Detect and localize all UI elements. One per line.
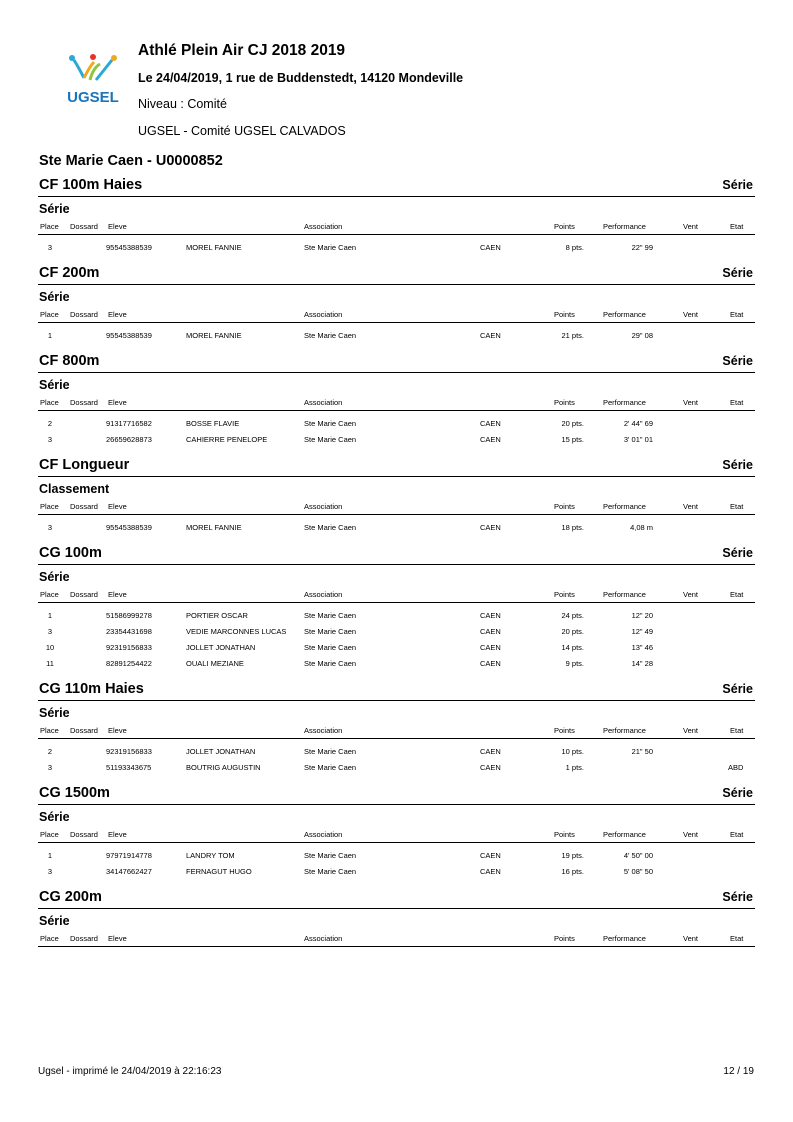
col-association: Association [304,590,343,599]
dossard-cell: 26659628873 [106,435,152,444]
col-association: Association [304,502,343,511]
dossard-cell: 91317716582 [106,419,152,428]
city-cell: CAEN [480,611,501,620]
association-cell: Ste Marie Caen [304,611,357,620]
col-eleve: Eleve [108,310,127,319]
col-dossard: Dossard [70,830,98,839]
place-cell: 1 [47,331,53,340]
col-points: Points [554,310,575,319]
event-section [38,886,755,954]
col-eleve: Eleve [108,398,127,407]
col-place: Place [40,502,59,511]
event-section [38,454,755,538]
city-cell: CAEN [480,763,501,772]
event-header [38,350,755,373]
dossard-cell: 82891254422 [106,659,152,668]
event-name: CG 100m [39,545,102,561]
meeting-level: Niveau : Comité [138,97,227,111]
points-cell: 14 pts. [561,643,584,652]
city-cell: CAEN [480,643,501,652]
place-cell: 1 [47,851,53,860]
column-header-row [38,306,755,323]
points-cell: 10 pts. [561,747,584,756]
col-eleve: Eleve [108,590,127,599]
points-cell: 18 pts. [561,523,584,532]
result-rows [38,323,755,346]
city-cell: CAEN [480,331,501,340]
event-name: CF Longueur [39,457,130,473]
col-association: Association [304,726,343,735]
event-round-title: Classement [39,482,110,496]
col-vent: Vent [683,222,699,231]
event-round-title: Série [39,570,70,584]
table-row [38,327,755,343]
col-place: Place [40,590,59,599]
col-vent: Vent [683,398,699,407]
col-points: Points [554,222,575,231]
logo-text: UGSEL [67,89,119,106]
athlete-name: JOLLET JONATHAN [186,747,256,756]
col-association: Association [304,398,343,407]
performance-cell: 22" 99 [631,243,653,252]
col-points: Points [554,830,575,839]
col-points: Points [554,502,575,511]
place-cell: 3 [47,523,53,532]
col-etat: Etat [730,590,744,599]
association-cell: Ste Marie Caen [304,851,357,860]
city-cell: CAEN [480,867,501,876]
result-rows [38,843,755,882]
points-cell: 21 pts. [561,331,584,340]
event-name: CG 200m [39,889,102,905]
result-rows [38,515,755,538]
event-section [38,542,755,674]
points-cell: 1 pts. [565,763,584,772]
col-etat: Etat [730,222,744,231]
col-performance: Performance [603,222,646,231]
place-cell: 3 [47,435,53,444]
meeting-title: Athlé Plein Air CJ 2018 2019 [138,42,346,59]
col-dossard: Dossard [70,934,98,943]
performance-cell: 2' 44" 69 [623,419,653,428]
event-section [38,782,755,882]
dossard-cell: 34147662427 [106,867,152,876]
performance-cell: 14" 28 [631,659,653,668]
association-cell: Ste Marie Caen [304,643,357,652]
col-vent: Vent [683,590,699,599]
event-name: CF 100m Haies [39,177,143,193]
performance-cell: 21" 50 [631,747,653,756]
athlete-name: BOSSE FLAVIE [186,419,240,428]
event-type: Série [722,890,753,904]
column-header-row [38,394,755,411]
table-row [38,607,755,623]
col-vent: Vent [683,830,699,839]
city-cell: CAEN [480,243,501,252]
event-round-title: Série [39,914,70,928]
col-performance: Performance [603,398,646,407]
association-cell: Ste Marie Caen [304,243,357,252]
col-eleve: Eleve [108,222,127,231]
col-etat: Etat [730,830,744,839]
points-cell: 9 pts. [565,659,584,668]
column-header-row [38,930,755,947]
athlete-name: JOLLET JONATHAN [186,643,256,652]
points-cell: 19 pts. [561,851,584,860]
athlete-name: CAHIERRE PENELOPE [186,435,268,444]
events-list [38,170,755,954]
dossard-cell: 97971914778 [106,851,152,860]
points-cell: 8 pts. [565,243,584,252]
ugsel-logo [60,52,126,108]
performance-cell: 4' 50" 00 [623,851,653,860]
table-row [38,655,755,671]
col-etat: Etat [730,726,744,735]
place-cell: 2 [47,419,53,428]
col-place: Place [40,726,59,735]
col-dossard: Dossard [70,310,98,319]
performance-cell: 4,08 m [630,523,653,532]
col-points: Points [554,934,575,943]
event-section [38,262,755,346]
col-eleve: Eleve [108,934,127,943]
association-cell: Ste Marie Caen [304,867,357,876]
col-eleve: Eleve [108,726,127,735]
dossard-cell: 51586999278 [106,611,152,620]
athlete-name: PORTIER OSCAR [186,611,248,620]
athlete-name: FERNAGUT HUGO [186,867,252,876]
page-number: 12 / 19 [723,1066,754,1077]
print-info: Ugsel - imprimé le 24/04/2019 à 22:16:23 [38,1066,222,1077]
col-vent: Vent [683,502,699,511]
event-name: CF 800m [39,353,100,369]
col-etat: Etat [730,934,744,943]
event-type: Série [722,682,753,696]
table-row [38,415,755,431]
col-place: Place [40,310,59,319]
col-performance: Performance [603,726,646,735]
result-rows [38,603,755,674]
col-etat: Etat [730,310,744,319]
association-cell: Ste Marie Caen [304,659,357,668]
col-place: Place [40,222,59,231]
club-title: Ste Marie Caen - U0000852 [39,153,223,169]
dossard-cell: 92319156833 [106,643,152,652]
col-dossard: Dossard [70,502,98,511]
column-header-row [38,826,755,843]
place-cell: 3 [47,627,53,636]
event-header [38,678,755,701]
col-place: Place [40,398,59,407]
col-eleve: Eleve [108,830,127,839]
event-round-title: Série [39,378,70,392]
col-vent: Vent [683,934,699,943]
meeting-committee: UGSEL - Comité UGSEL CALVADOS [138,124,346,138]
event-name: CG 110m Haies [39,681,144,697]
athlete-name: MOREL FANNIE [186,243,242,252]
city-cell: CAEN [480,523,501,532]
association-cell: Ste Marie Caen [304,331,357,340]
event-section [38,678,755,778]
association-cell: Ste Marie Caen [304,523,357,532]
col-dossard: Dossard [70,590,98,599]
city-cell: CAEN [480,659,501,668]
event-name: CG 1500m [39,785,110,801]
place-cell: 3 [47,243,53,252]
column-header-row [38,586,755,603]
result-rows [38,947,755,954]
col-etat: Etat [730,398,744,407]
event-header [38,542,755,565]
athlete-name: BOUTRIG AUGUSTIN [186,763,261,772]
event-round-title: Série [39,810,70,824]
table-row [38,759,755,775]
table-row [38,863,755,879]
city-cell: CAEN [480,627,501,636]
event-header [38,262,755,285]
column-header-row [38,498,755,515]
column-header-row [38,218,755,235]
dossard-cell: 95545388539 [106,523,152,532]
performance-cell: 5' 08" 50 [623,867,653,876]
performance-cell: 3' 01" 01 [623,435,653,444]
association-cell: Ste Marie Caen [304,747,357,756]
performance-cell: 12" 49 [631,627,653,636]
col-performance: Performance [603,830,646,839]
association-cell: Ste Marie Caen [304,763,357,772]
place-cell: 2 [47,747,53,756]
table-row [38,431,755,447]
event-type: Série [722,266,753,280]
performance-cell: 13" 46 [631,643,653,652]
place-cell: 10 [45,643,55,652]
performance-cell: 29" 08 [631,331,653,340]
col-points: Points [554,590,575,599]
col-performance: Performance [603,590,646,599]
dossard-cell: 92319156833 [106,747,152,756]
table-row [38,639,755,655]
event-type: Série [722,178,753,192]
place-cell: 3 [47,763,53,772]
col-performance: Performance [603,310,646,319]
athlete-name: VEDIE MARCONNES LUCAS [186,627,287,636]
points-cell: 20 pts. [561,419,584,428]
event-type: Série [722,354,753,368]
table-row [38,743,755,759]
dossard-cell: 51193343675 [106,763,152,772]
col-performance: Performance [603,502,646,511]
col-dossard: Dossard [70,726,98,735]
result-rows [38,739,755,778]
event-type: Série [722,546,753,560]
event-round-title: Série [39,202,70,216]
table-row [38,623,755,639]
event-header [38,454,755,477]
col-association: Association [304,830,343,839]
performance-cell: 12" 20 [631,611,653,620]
athlete-name: OUALI MEZIANE [186,659,244,668]
event-header [38,886,755,909]
col-association: Association [304,222,343,231]
points-cell: 16 pts. [561,867,584,876]
dossard-cell: 95545388539 [106,243,152,252]
association-cell: Ste Marie Caen [304,627,357,636]
event-type: Série [722,458,753,472]
table-row [38,519,755,535]
col-place: Place [40,830,59,839]
athlete-name: MOREL FANNIE [186,331,242,340]
col-dossard: Dossard [70,222,98,231]
etat-cell: ABD [728,763,744,772]
city-cell: CAEN [480,435,501,444]
col-points: Points [554,398,575,407]
table-row [38,239,755,255]
association-cell: Ste Marie Caen [304,435,357,444]
points-cell: 20 pts. [561,627,584,636]
event-type: Série [722,786,753,800]
meeting-date-place: Le 24/04/2019, 1 rue de Buddenstedt, 14120 Mondeville [138,71,464,85]
col-points: Points [554,726,575,735]
athlete-name: LANDRY TOM [186,851,235,860]
event-round-title: Série [39,706,70,720]
event-header [38,782,755,805]
dossard-cell: 95545388539 [106,331,152,340]
points-cell: 24 pts. [561,611,584,620]
col-etat: Etat [730,502,744,511]
event-section [38,174,755,258]
result-rows [38,411,755,450]
result-rows [38,235,755,258]
col-vent: Vent [683,310,699,319]
event-section [38,350,755,450]
dossard-cell: 23354431698 [106,627,152,636]
table-row [38,847,755,863]
athlete-name: MOREL FANNIE [186,523,242,532]
place-cell: 11 [46,659,54,668]
column-header-row [38,722,755,739]
place-cell: 3 [47,867,53,876]
col-dossard: Dossard [70,398,98,407]
figures-icon [69,54,117,80]
event-name: CF 200m [39,265,100,281]
city-cell: CAEN [480,851,501,860]
event-header [38,174,755,197]
place-cell: 1 [47,611,53,620]
association-cell: Ste Marie Caen [304,419,357,428]
col-place: Place [40,934,59,943]
col-association: Association [304,934,343,943]
col-performance: Performance [603,934,646,943]
event-round-title: Série [39,290,70,304]
city-cell: CAEN [480,747,501,756]
col-association: Association [304,310,343,319]
city-cell: CAEN [480,419,501,428]
col-vent: Vent [683,726,699,735]
col-eleve: Eleve [108,502,127,511]
points-cell: 15 pts. [561,435,584,444]
